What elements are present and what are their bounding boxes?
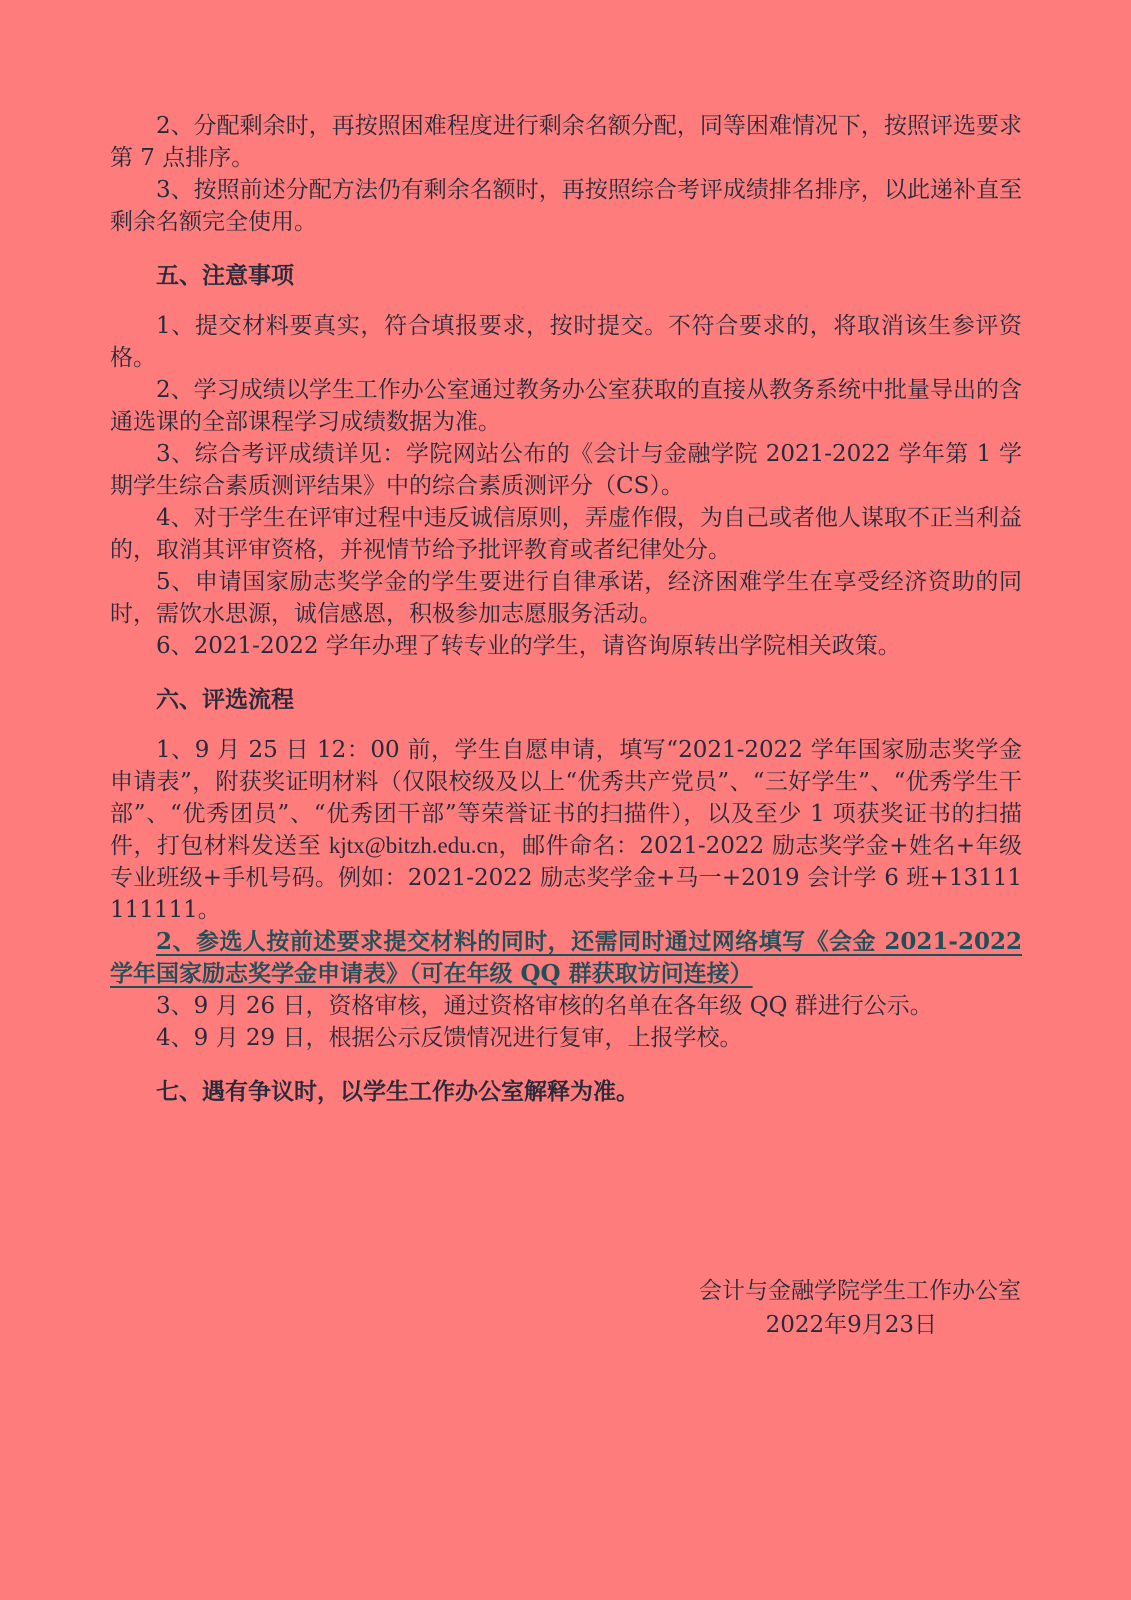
document-body [110, 110, 1022, 1126]
section6-item-1-suffix: ，邮件命名：2021-2022 励志奖学金+姓名+年级专业班级+手机号码。例如：2021-2022 励志奖学金+马一+2019 会计学 6 班+13111111111。 [110, 833, 1023, 923]
issuing-office: 会计与金融学院学生工作办公室 [699, 1278, 1021, 1304]
section5-item-5: 5、申请国家励志奖学金的学生要进行自律承诺，经济困难学生在享受经济资助的同时，需饮水思源，诚信感恩，积极参加志愿服务活动。 [110, 569, 1022, 627]
section6-heading: 六、评选流程 [156, 687, 294, 713]
section5-heading: 五、注意事项 [156, 263, 294, 289]
signature-block [699, 1274, 1021, 1342]
email-address: kjtx@bitzh.edu.cn [328, 833, 499, 858]
issue-date: 2022年9月23日 [765, 1312, 937, 1338]
section7-heading: 七、遇有争议时，以学生工作办公室解释为准。 [156, 1079, 639, 1105]
section6-item-3: 3、9 月 26 日，资格审核，通过资格审核的名单在各年级 QQ 群进行公示。 [156, 993, 933, 1019]
section5-item-4: 4、对于学生在评审过程中违反诚信原则，弄虚作假，为自己或者他人谋取不正当利益的，取消其评审资格，并视情节给予批评教育或者纪律处分。 [110, 505, 1022, 563]
section5-item-1: 1、提交材料要真实，符合填报要求，按时提交。不符合要求的，将取消该生参评资格。 [110, 313, 1022, 371]
section6-item-1-prefix: 1、9 月 25 日 12：00 前，学生自愿申请，填写“2021-2022 学年国家励志奖学金申请表”，附获奖证明材料（仅限校级及以上“优秀共产党员”、“三好学生”、“优秀学生干部”、“优秀团员”、“优秀团干部”等荣誉证书的扫描件），以及至少 1 项获奖证书的扫描件，打包材料发送至 [110, 737, 1022, 859]
section6-item-4: 4、9 月 29 日，根据公示反馈情况进行复审，上报学校。 [156, 1025, 743, 1051]
highlighted-instruction: 2、参选人按前述要求提交材料的同时，还需同时通过网络填写《会金 2021-2022 学年国家励志奖学金申请表》（可在年级 QQ 群获取访问连接） [110, 928, 1022, 987]
section4-item-2: 2、分配剩余时，再按照困难程度进行剩余名额分配，同等困难情况下，按照评选要求第 7 点排序。 [110, 113, 1022, 171]
section5-item-6: 6、2021-2022 学年办理了转专业的学生，请咨询原转出学院相关政策。 [156, 633, 901, 659]
section6-item-1 [110, 734, 1022, 926]
section5-item-2: 2、学习成绩以学生工作办公室通过教务办公室获取的直接从教务系统中批量导出的含通选课的全部课程学习成绩数据为准。 [110, 377, 1022, 435]
section6-item-2 [110, 926, 1022, 990]
section5-item-3: 3、综合考评成绩详见：学院网站公布的《会计与金融学院 2021-2022 学年第 1 学期学生综合素质测评结果》中的综合素质测评分（CS）。 [110, 441, 1022, 499]
section4-item-3: 3、按照前述分配方法仍有剩余名额时，再按照综合考评成绩排名排序，以此递补直至剩余名额完全使用。 [110, 177, 1022, 235]
